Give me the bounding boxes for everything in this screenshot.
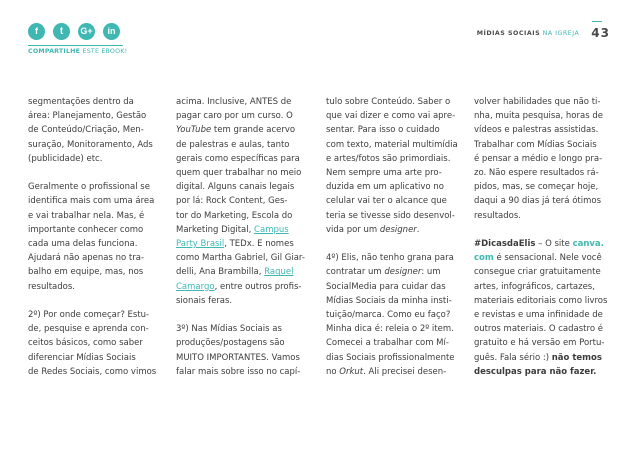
text-line: . — [416, 224, 420, 235]
paragraph — [326, 95, 461, 237]
share-icons — [28, 23, 120, 40]
text-line: (publicidade) etc. — [28, 153, 103, 164]
text-line: consegue criar gratuitamente — [474, 267, 601, 278]
text-line: de Conteúdo/Criação, Men- — [28, 125, 144, 136]
text-line: celular vai ter o alcance que — [326, 196, 447, 207]
text-line: delli, Ana Brambilla, — [176, 267, 265, 278]
text-line: e vai trabalhar nela. Mas, é — [28, 210, 145, 221]
twitter-icon[interactable]: t — [53, 23, 70, 40]
paragraph — [176, 322, 311, 379]
campus-party-link[interactable]: Campus — [254, 224, 289, 235]
text-line: com texto, material multimídia — [326, 139, 458, 150]
text-line: de palestras e aulas, tanto — [176, 139, 290, 150]
text-line: é sensacional. Nele você — [493, 253, 602, 264]
text-line: – O site — [535, 239, 573, 250]
canva-highlight: com — [474, 253, 494, 264]
share-label-a: COMPARTILHE — [28, 48, 83, 55]
text-line: gratuito e há versão em Portu- — [474, 338, 605, 349]
text-line: outros materiais. O cadastro é — [474, 324, 603, 335]
text-line: produções/postagens são — [176, 338, 285, 349]
share-label-b: ESTE EBOOK! — [82, 48, 128, 55]
text-line: guês. Fala sério :) — [474, 352, 552, 363]
bold-text: desculpas para não fazer. — [474, 366, 597, 377]
orkut-term: Orkut — [339, 366, 364, 377]
text-line: que vai dizer e como vai apre- — [326, 111, 456, 122]
text-line: MUITO IMPORTANTES. Vamos — [176, 352, 300, 363]
text-line: e artes/fotos são primordiais. — [326, 153, 451, 164]
text-line: por lá: Rock Content, Ges- — [176, 196, 288, 207]
text-line: no — [326, 366, 340, 377]
bold-text: não temos — [551, 352, 602, 363]
text-line: 2º) Por onde começar? Estu- — [28, 310, 150, 321]
page-header — [477, 26, 610, 40]
text-line: segmentações dentro da — [28, 97, 134, 107]
text-line: quem quer trabalhar no meio — [176, 168, 302, 179]
text-line: Geralmente o profissional se — [28, 182, 150, 193]
text-line: e revistas e uma infinidade de — [474, 310, 603, 321]
text-line: teria se tivesse sido desenvol- — [326, 210, 455, 221]
text-line: tor do Marketing, Escola do — [176, 210, 293, 221]
page-number-rule — [592, 21, 602, 22]
text-line: gerais como específicas para — [176, 153, 300, 164]
text-line: diferenciar Mídias Sociais — [28, 352, 136, 363]
book-title — [477, 30, 580, 37]
text-line: tem grande acervo — [211, 125, 296, 136]
text-line: . Ali precisei desen- — [363, 366, 447, 377]
page-number: 43 — [591, 26, 610, 40]
canva-highlight: canva. — [572, 239, 604, 250]
text-line: identifica mais com uma área — [28, 196, 155, 207]
text-line: área: Planejamento, Gestão — [28, 111, 147, 122]
paragraph — [28, 308, 163, 379]
designer-term: designer — [379, 224, 417, 235]
text-line: , entre outros profis- — [214, 281, 302, 292]
text-line: nha, muita pesquisa, horas de — [474, 111, 603, 122]
text-line: volver habilidades que não ti- — [474, 97, 601, 107]
text-line: Ajudará não apenas no tra- — [28, 253, 145, 264]
text-line: sionais feras. — [176, 295, 233, 306]
book-title-a: MÍDIAS SOCIAIS — [476, 30, 541, 37]
paragraph — [326, 251, 461, 379]
raquel-camargo-link[interactable]: Camargo — [176, 281, 215, 292]
hashtag: #DicasdaElis — [474, 239, 536, 250]
book-title-b: NA IGREJA — [540, 30, 580, 37]
text-line: Minha dica é: releia o 2º item. — [326, 324, 454, 335]
text-line: tuição/marca. Como eu faço? — [326, 310, 451, 321]
text-line: pidos, mas, se começar hoje, — [474, 182, 599, 193]
text-line: ceitos básicos, como saber — [28, 338, 143, 349]
text-line: cada uma delas funciona. — [28, 239, 138, 250]
text-line: materiais editoriais como livros — [474, 295, 608, 306]
text-line: dias Sociais profissionalmente — [326, 352, 455, 363]
text-line: pagar caro por um curso. O — [176, 111, 293, 122]
text-column-2 — [176, 95, 311, 379]
text-line: Trabalhar com Mídias Sociais — [474, 139, 597, 150]
text-line: importante conhecer como — [28, 224, 144, 235]
text-column-1 — [28, 95, 163, 379]
text-line: acima. Inclusive, ANTES de — [176, 97, 292, 107]
share-label — [28, 45, 128, 55]
text-line: SocialMedia para cuidar das — [326, 281, 446, 292]
text-line: Nem sempre uma arte pro- — [326, 168, 442, 179]
paragraph — [28, 95, 163, 166]
text-line: resultados. — [28, 281, 75, 292]
text-line: vídeos e palestras assistidas. — [474, 125, 599, 136]
google-plus-icon[interactable]: G+ — [78, 23, 95, 40]
campus-party-link[interactable]: Party Brasil — [176, 239, 225, 250]
share-block — [28, 23, 128, 55]
text-line: , TEDx. E nomes — [224, 239, 294, 250]
text-line: contratar um — [326, 267, 385, 278]
text-line: Mídias Sociais da minha insti- — [326, 295, 452, 306]
linkedin-icon[interactable]: in — [103, 23, 120, 40]
text-line: Comecei a trabalhar com Mí- — [326, 338, 449, 349]
text-line: 4º) Elis, não tenho grana para — [326, 253, 454, 264]
facebook-icon[interactable]: f — [28, 23, 45, 40]
text-line: resultados. — [474, 210, 521, 221]
text-line: suração, Monitoramento, Ads — [28, 139, 153, 150]
text-column-3 — [326, 95, 461, 379]
paragraph — [176, 95, 311, 308]
text-line: tulo sobre Conteúdo. Saber o — [326, 97, 451, 107]
raquel-camargo-link[interactable]: Raquel — [264, 267, 294, 278]
paragraph — [474, 95, 609, 223]
text-line: Marketing Digital, — [176, 224, 255, 235]
youtube-mention: YouTube — [176, 125, 212, 136]
text-line: daqui a 90 dias já terá ótimos — [474, 196, 602, 207]
text-line: artes, infográficos, cartazes, — [474, 281, 595, 292]
text-line: sentar. Para isso o cuidado — [326, 125, 440, 136]
text-line: de Redes Sociais, como vimos — [28, 366, 157, 377]
text-line: digital. Alguns canais legais — [176, 182, 295, 193]
text-line: falar mais sobre isso no capí- — [176, 366, 301, 377]
designer-term: designer — [384, 267, 422, 278]
text-line: zo. Não espere resultados rá- — [474, 168, 599, 179]
paragraph — [474, 237, 609, 379]
text-line: como Martha Gabriel, Gil Giar- — [176, 253, 305, 264]
text-line: duzida em um aplicativo no — [326, 182, 444, 193]
text-line: balho em equipe, mas, nos — [28, 267, 144, 278]
text-column-4 — [474, 95, 609, 379]
text-line: vida por um — [326, 224, 380, 235]
paragraph — [28, 180, 163, 294]
text-line: : um — [421, 267, 441, 278]
page-number-wrap — [591, 26, 610, 40]
text-line: 3º) Nas Mídias Sociais as — [176, 324, 282, 335]
text-line: de, pesquise e aprenda con- — [28, 324, 149, 335]
text-line: é pensar a médio e longo pra- — [474, 153, 603, 164]
